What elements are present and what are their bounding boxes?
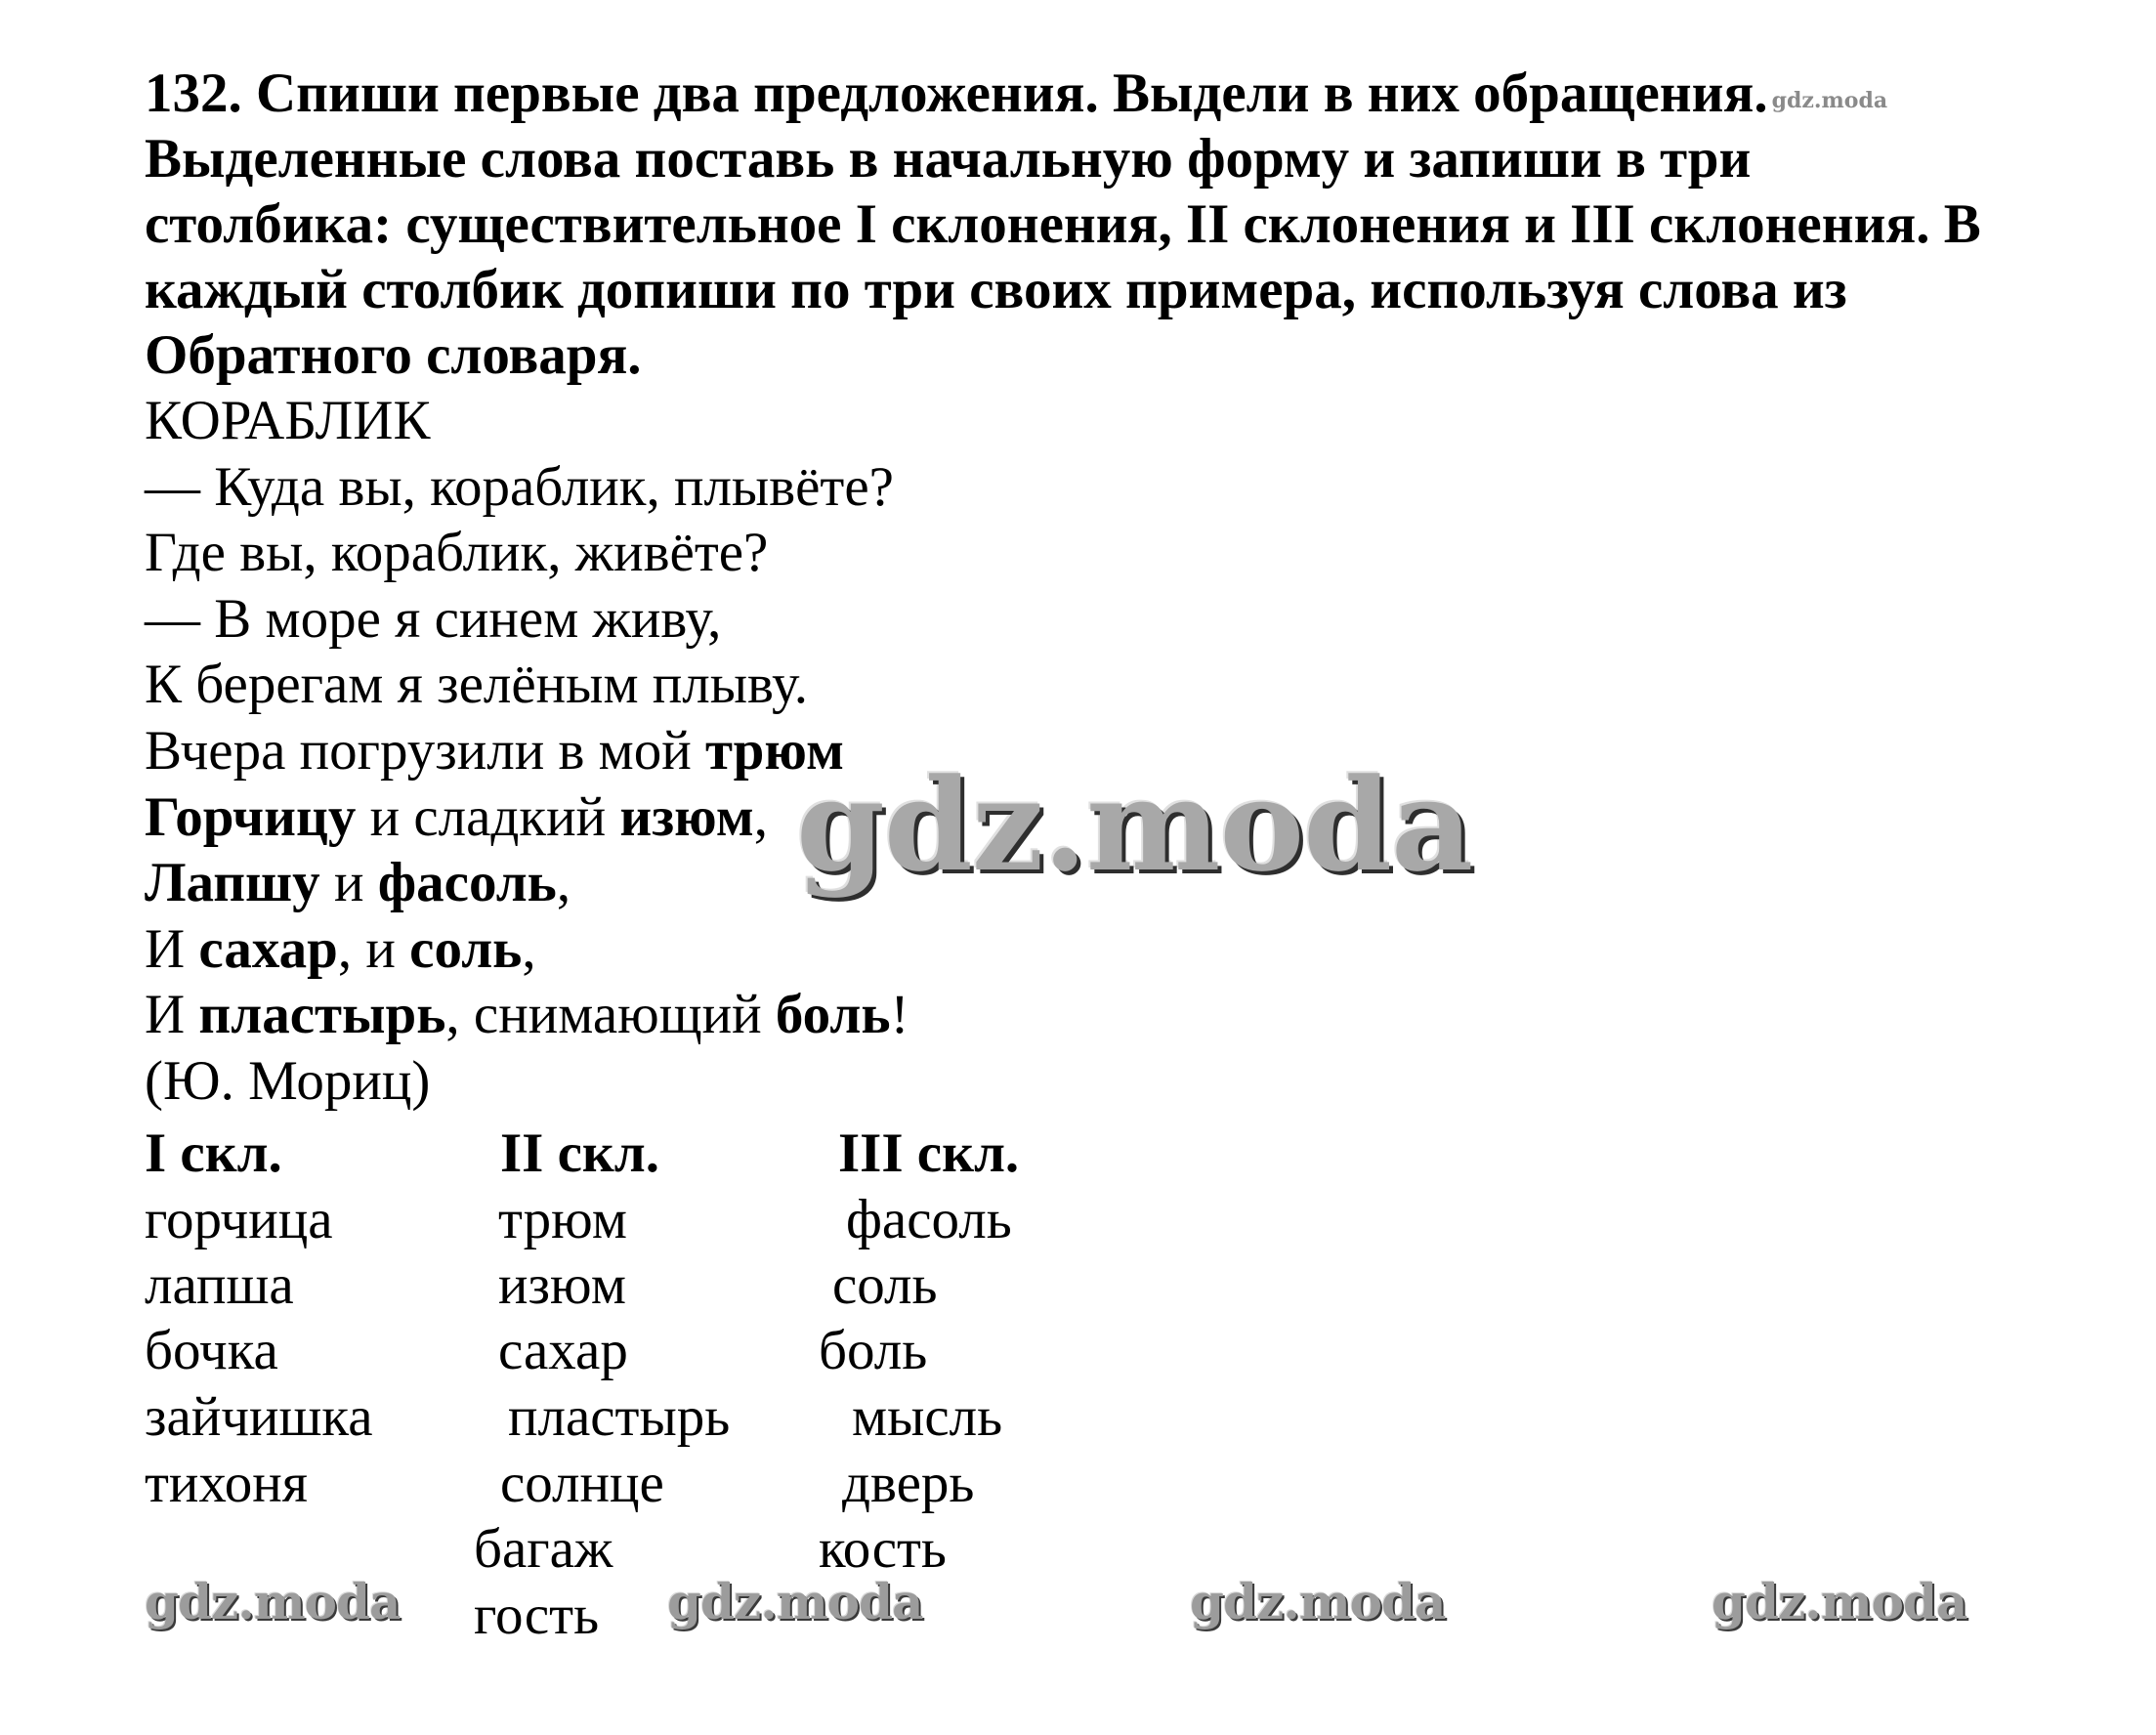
third-declension-word: соль xyxy=(832,1254,938,1316)
highlighted-word: Горчицу xyxy=(145,785,357,848)
first-declension-word: бочка xyxy=(145,1320,278,1381)
highlighted-word: изюм xyxy=(619,785,754,848)
highlighted-word: Лапшу xyxy=(145,852,320,914)
poem-line: И пластырь, снимающий боль! xyxy=(145,984,909,1046)
task-line-5: Обратного словаря. xyxy=(145,324,642,386)
watermark-bottom-2: gdz.moda xyxy=(667,1573,923,1630)
task-line-1: 132. Спиши первые два предложения. Выдели в них обращения. $^{gdz.moda}$ xyxy=(145,63,1888,124)
watermark-bottom-3: gdz.moda xyxy=(1190,1573,1446,1630)
poem-line: Где вы, кораблик, живёте? xyxy=(145,522,769,584)
second-declension-word: сахар xyxy=(498,1320,628,1381)
highlighted-word: трюм xyxy=(704,719,844,782)
poem-author: (Ю. Мориц) xyxy=(145,1049,431,1112)
first-declension-word: зайчишка xyxy=(145,1386,373,1448)
task-statement xyxy=(145,61,2098,388)
watermark-bottom-4: gdz.moda xyxy=(1712,1573,1967,1630)
highlighted-word: фасоль xyxy=(377,852,557,914)
highlighted-word: боль xyxy=(775,984,891,1046)
column-header-first: I скл. xyxy=(145,1122,282,1184)
highlighted-word: пластырь xyxy=(198,984,446,1046)
first-declension-word: тихоня xyxy=(145,1453,308,1514)
second-declension-word: солнце xyxy=(500,1453,664,1514)
poem-title: КОРАБЛИК xyxy=(145,390,431,451)
poem-line: Лапшу и фасоль, xyxy=(145,852,571,914)
third-declension-word: мысль xyxy=(852,1386,1003,1448)
poem-line: Горчицу и сладкий изюм, xyxy=(145,785,769,848)
highlighted-word: сахар xyxy=(198,917,338,980)
first-declension-word: лапша xyxy=(145,1254,294,1316)
third-declension-word: боль xyxy=(819,1320,928,1381)
poem xyxy=(145,388,909,1115)
poem-line: — Куда вы, кораблик, плывёте? xyxy=(145,455,894,518)
second-declension-word: трюм xyxy=(498,1189,628,1250)
task-line-2: Выделенные слова поставь в начальную форму и запиши в три xyxy=(145,128,1752,190)
second-declension-word: гость xyxy=(474,1585,600,1646)
second-declension-word: пластырь xyxy=(508,1386,731,1448)
second-declension-word: изюм xyxy=(498,1254,626,1316)
third-declension-word: фасоль xyxy=(846,1189,1012,1250)
second-declension-word: багаж xyxy=(474,1518,613,1580)
poem-line: И сахар, и соль, xyxy=(145,917,536,980)
task-line-4: каждый столбик допиши по три своих примера, используя слова из xyxy=(145,259,1847,320)
watermark-large: gdz.moda xyxy=(796,750,1473,900)
poem-line: К берегам я зелёным плыву. xyxy=(145,654,809,716)
poem-line: — В море я синем живу, xyxy=(145,587,722,650)
watermark-small: gdz.moda xyxy=(1771,88,1888,113)
watermark-bottom-1: gdz.moda xyxy=(145,1573,401,1630)
poem-line: Вчера погрузили в мой трюм xyxy=(145,719,844,782)
task-line-3: столбика: существительное I склонения, II склонения и III склонения. В xyxy=(145,193,1981,255)
highlighted-word: соль xyxy=(409,917,523,980)
third-declension-word: кость xyxy=(819,1518,947,1580)
first-declension-word: горчица xyxy=(145,1189,333,1250)
column-header-second: II скл. xyxy=(500,1122,659,1184)
third-declension-word: дверь xyxy=(842,1453,975,1514)
column-header-third: III скл. xyxy=(838,1122,1020,1184)
